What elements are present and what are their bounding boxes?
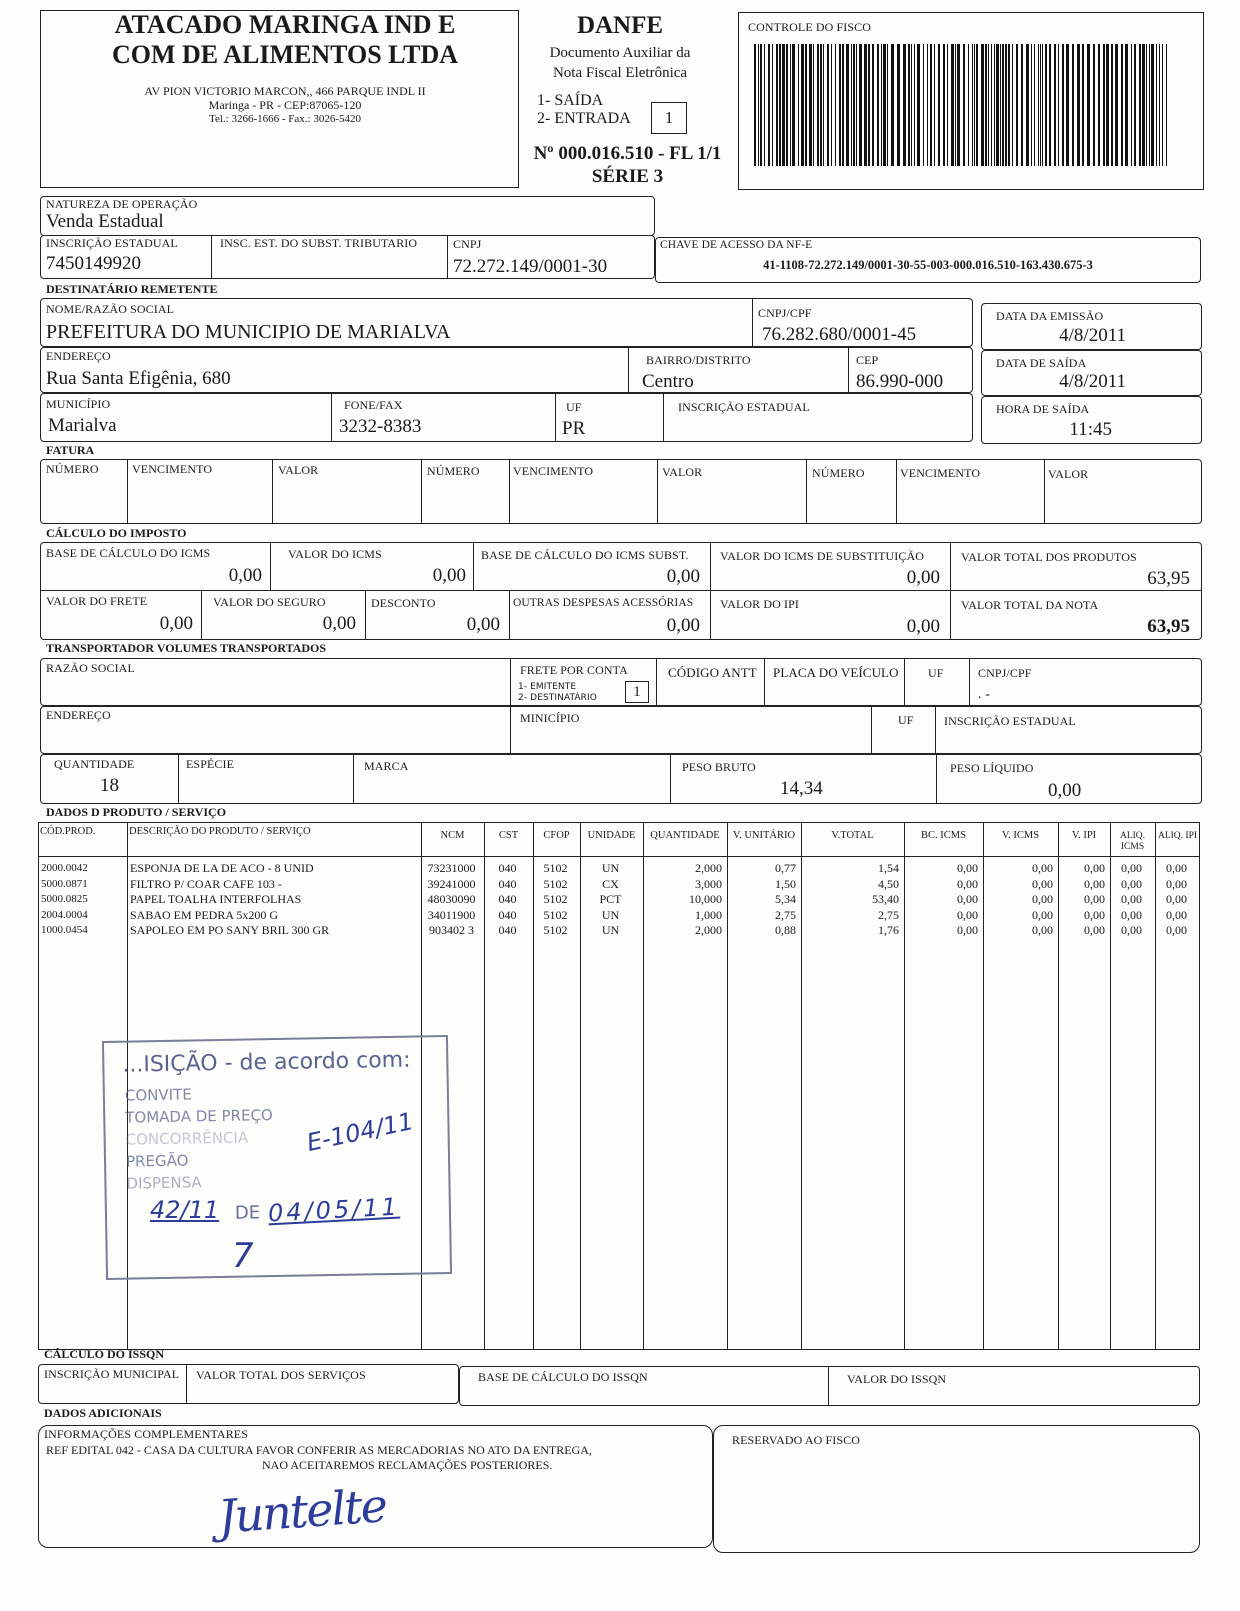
recipient-name-label: NOME/RAZÃO SOCIAL: [46, 302, 175, 316]
ipi-value: 0,00: [906, 616, 940, 637]
table-cell: 5,34: [775, 892, 796, 906]
recipient-cep-label: CEP: [856, 353, 879, 367]
table-cell: 0,77: [775, 861, 796, 875]
recipient-ie-label: INSCRIÇÃO ESTADUAL: [678, 400, 810, 414]
invoice-due-label-2: VENCIMENTO: [513, 464, 594, 478]
table-cell: PAPEL TOALHA INTERFOLHAS: [130, 892, 302, 906]
table-cell: 5102: [543, 876, 568, 891]
issuer-name-line2: COM DE ALIMENTOS LTDA: [111, 40, 459, 69]
transport-address-label: ENDEREÇO: [46, 708, 111, 722]
other-expenses-label: OUTRAS DESPESAS ACESSÓRIAS: [513, 597, 694, 609]
invoice-value-label-3: VALOR: [1048, 467, 1089, 481]
cnpj-value: 72.272.149/0001-30: [453, 256, 608, 277]
column-header: BC. ICMS: [921, 830, 966, 841]
invoice-due-label-1: VENCIMENTO: [132, 462, 213, 476]
volume-species-label: ESPÉCIE: [186, 757, 235, 771]
recipient-district-label: BAIRRO/DISTRITO: [646, 353, 751, 367]
table-cell: 1,50: [775, 876, 796, 891]
municipal-reg-label: INSCRIÇÃO MUNICIPAL: [44, 1367, 180, 1381]
table-cell: 0,00: [957, 923, 978, 937]
table-cell: 2004.0004: [41, 908, 88, 921]
other-expenses-value: 0,00: [666, 615, 700, 636]
complementary-info-label: INFORMAÇÕES COMPLEMENTARES: [44, 1427, 248, 1441]
table-cell: UN: [601, 923, 620, 937]
table-cell: 3,000: [695, 876, 722, 891]
products-section-title: DADOS D PRODUTO / SERVIÇO: [46, 805, 227, 819]
recipient-city-value: Marialva: [48, 415, 117, 436]
transport-section-title: TRANSPORTADOR VOLUMES TRANSPORTADOS: [46, 641, 327, 655]
table-cell: 5000.0871: [41, 877, 88, 890]
table-cell: 0,88: [775, 923, 796, 937]
invoice-box: [40, 459, 1202, 524]
table-cell: SABAO EM PEDRA 5x200 G: [130, 907, 279, 922]
table-cell: 040: [498, 892, 517, 906]
table-cell: 0,00: [1166, 907, 1187, 922]
table-cell: 0,00: [1084, 923, 1105, 937]
table-cell: 34011900: [427, 907, 476, 922]
table-row: [0, 860, 1240, 876]
column-header: ALIQ. IPI: [1157, 831, 1198, 841]
divider: [656, 658, 657, 706]
recipient-district-value: Centro: [642, 371, 694, 392]
stamp-de-label: DE: [234, 1202, 261, 1224]
table-cell: 0,00: [1121, 923, 1142, 937]
base-st-value: 0,00: [666, 566, 700, 587]
table-cell: 0,00: [957, 861, 978, 875]
transport-uf-label: UF: [928, 666, 944, 680]
total-products-value: 63,95: [1147, 568, 1190, 589]
ie-value: 7450149920: [46, 253, 141, 274]
total-note-value: 63,95: [1147, 616, 1190, 637]
divider: [447, 235, 448, 279]
divider: [663, 393, 664, 442]
table-cell: 10,000: [689, 892, 722, 906]
total-products-label: VALOR TOTAL DOS PRODUTOS: [961, 550, 1137, 564]
base-st-label: BASE DE CÁLCULO DO ICMS SUBST.: [481, 548, 689, 562]
freight-by-label: FRETE POR CONTA: [520, 663, 628, 677]
net-weight-value: 0,00: [1048, 780, 1082, 801]
table-cell: 5102: [543, 892, 568, 906]
divider: [509, 459, 510, 524]
table-cell: 0,00: [1032, 861, 1053, 875]
entry-label: 2- ENTRADA: [537, 110, 631, 127]
table-cell: UN: [601, 861, 620, 875]
icms-label: VALOR DO ICMS: [288, 547, 382, 561]
base-icms-label: BASE DE CÁLCULO DO ICMS: [46, 546, 211, 560]
issuer-phone: Tel.: 3266-1666 - Fax.: 3026-5420: [209, 113, 361, 125]
divider: [353, 754, 354, 804]
invoice-number-label-2: NÚMERO: [427, 464, 480, 478]
handwritten-mark: 7: [232, 1236, 254, 1276]
table-cell: 1000.0454: [41, 924, 88, 936]
ie-label: INSCRIÇÃO ESTADUAL: [46, 236, 178, 250]
recipient-phone-value: 3232-8383: [339, 416, 422, 437]
table-cell: 0,00: [1084, 861, 1105, 875]
column-header: V. ICMS: [1001, 830, 1040, 841]
divider: [365, 590, 366, 640]
fisco-control-label: CONTROLE DO FISCO: [748, 20, 872, 34]
gross-weight-label: PESO BRUTO: [682, 760, 756, 774]
divider: [1044, 459, 1045, 524]
divider: [935, 706, 936, 754]
table-cell: 0,00: [1121, 861, 1142, 875]
access-key-label: CHAVE DE ACESSO DA NF-E: [660, 239, 813, 251]
base-icms-value: 0,00: [228, 565, 262, 586]
exit-time-value: 11:45: [1069, 419, 1112, 440]
danfe-subtitle-1: Documento Auxiliar da: [549, 45, 691, 61]
danfe-operation-type: [537, 92, 631, 128]
transport-uf2-label: UF: [898, 713, 914, 727]
table-cell: 0,00: [1032, 907, 1053, 922]
freight-option-2: 2- DESTINATÁRIO: [518, 693, 597, 703]
exit-time-label: HORA DE SAÍDA: [996, 402, 1090, 416]
recipient-address-label: ENDEREÇO: [46, 349, 111, 363]
handwritten-number: 42/11: [150, 1196, 220, 1224]
divider: [848, 347, 849, 393]
invoice-section-title: FATURA: [46, 443, 95, 457]
cnpj-label: CNPJ: [453, 237, 482, 251]
transport-ie-label: INSCRIÇÃO ESTADUAL: [944, 714, 1076, 728]
operation-type-value: 1: [651, 102, 687, 134]
recipient-cnpj-label: CNPJ/CPF: [758, 306, 812, 320]
table-cell: 2,000: [695, 861, 722, 875]
danfe-title: DANFE: [576, 12, 664, 39]
transport-cnpj-value: . -: [978, 687, 990, 702]
insurance-value: 0,00: [322, 613, 356, 634]
freight-label: VALOR DO FRETE: [46, 594, 148, 608]
discount-value: 0,00: [466, 614, 500, 635]
table-cell: 0,00: [957, 876, 978, 891]
gross-weight-value: 14,34: [780, 778, 823, 799]
issuer-city: Maringa - PR - CEP:87065-120: [208, 98, 362, 112]
invoice-number-label-3: NÚMERO: [812, 466, 865, 480]
table-cell: 0,00: [957, 892, 978, 906]
divider: [806, 459, 807, 524]
nf-number: Nº 000.016.510 - FL 1/1: [533, 143, 722, 164]
column-header: DESCRIÇÃO DO PRODUTO / SERVIÇO: [129, 826, 311, 837]
recipient-address-value: Rua Santa Efigênia, 680: [46, 368, 231, 389]
table-cell: 2,75: [878, 907, 899, 922]
table-cell: 0,00: [1084, 892, 1105, 906]
issuer-name: [60, 10, 510, 70]
stamp-line1: ...ISIÇÃO - de acordo com:: [122, 1047, 411, 1078]
table-cell: SAPOLEO EM PO SANY BRIL 300 GR: [130, 923, 330, 937]
table-row: [0, 891, 1240, 907]
nf-number-block: [515, 142, 740, 188]
total-note-label: VALOR TOTAL DA NOTA: [961, 598, 1099, 612]
divider: [473, 542, 474, 590]
issuer-name-line1: ATACADO MARINGA IND E: [114, 10, 456, 39]
divider: [38, 856, 1200, 857]
ie-st-label: INSC. EST. DO SUBST. TRIBUTARIO: [220, 236, 418, 250]
issqn-section-title: CÁLCULO DO ISSQN: [44, 1347, 165, 1361]
insurance-label: VALOR DO SEGURO: [213, 595, 326, 609]
table-cell: 48030090: [427, 892, 476, 906]
transport-cnpj-label: CNPJ/CPF: [978, 666, 1032, 680]
recipient-box-3: [40, 393, 973, 442]
table-cell: 2,000: [695, 923, 722, 937]
divider: [764, 658, 765, 706]
icms-st-label: VALOR DO ICMS DE SUBSTITUIÇÃO: [720, 549, 925, 563]
table-cell: 1,54: [878, 861, 899, 875]
signature: Juntelte: [216, 1478, 388, 1544]
recipient-name-value: PREFEITURA DO MUNICIPIO DE MARIALVA: [46, 321, 451, 343]
stamp-line5: PREGÃO: [125, 1151, 189, 1171]
purchase-stamp: [102, 1035, 452, 1280]
divider: [421, 459, 422, 524]
emission-date-label: DATA DA EMISSÃO: [996, 309, 1104, 323]
freight-by-value: 1: [625, 681, 649, 703]
recipient-cep-value: 86.990-000: [856, 371, 944, 392]
additional-section-title: DADOS ADICIONAIS: [44, 1406, 162, 1420]
issqn-value-label: VALOR DO ISSQN: [847, 1372, 947, 1386]
table-cell: CX: [602, 876, 619, 891]
divider: [969, 658, 970, 706]
divider: [950, 542, 951, 640]
column-header: UNIDADE: [587, 830, 636, 841]
column-header: QUANTIDADE: [650, 830, 720, 841]
invoice-value-label-1: VALOR: [278, 463, 319, 477]
column-header: CST: [498, 830, 519, 841]
table-cell: 0,00: [1166, 861, 1187, 875]
table-cell: 2000.0042: [41, 862, 88, 874]
table-cell: 0,00: [1121, 907, 1142, 922]
table-cell: 0,00: [1121, 892, 1142, 906]
column-header: V. IPI: [1071, 830, 1097, 841]
danfe-subtitle: [515, 43, 725, 83]
column-header: V.TOTAL: [831, 830, 874, 841]
discount-label: DESCONTO: [371, 596, 436, 610]
volume-brand-label: MARCA: [364, 759, 409, 773]
table-cell: 0,00: [1084, 907, 1105, 922]
table-cell: 0,00: [1166, 892, 1187, 906]
access-key-value: 41-1108-72.272.149/0001-30-55-003-000.016.510-163.430.675-3: [763, 258, 1093, 272]
invoice-value-label-2: VALOR: [662, 465, 703, 479]
table-cell: 53,40: [872, 892, 899, 906]
table-cell: 040: [498, 907, 517, 922]
divider: [40, 590, 1202, 591]
handwritten-date: 04/05/11: [267, 1192, 401, 1228]
exit-date-value: 4/8/2011: [1059, 371, 1126, 392]
divider: [752, 298, 753, 347]
table-cell: 4,50: [878, 876, 899, 891]
nf-series: SÉRIE 3: [591, 166, 664, 187]
ipi-label: VALOR DO IPI: [720, 597, 799, 611]
divider: [331, 393, 332, 442]
plate-label: PLACA DO VEÍCULO: [773, 665, 899, 680]
table-row: [0, 907, 1240, 923]
table-cell: 0,00: [1084, 876, 1105, 891]
table-cell: 5102: [543, 907, 568, 922]
table-row: [0, 922, 1240, 938]
column-header: NCM: [440, 830, 465, 841]
table-cell: 0,00: [1121, 876, 1142, 891]
fisco-reserved-label: RESERVADO AO FISCO: [732, 1433, 860, 1447]
divider: [871, 706, 872, 754]
table-cell: 0,00: [1166, 876, 1187, 891]
barcode: [754, 44, 1170, 166]
invoice-due-label-3: VENCIMENTO: [900, 466, 981, 480]
recipient-uf-value: PR: [562, 418, 586, 439]
freight-value: 0,00: [159, 613, 193, 634]
invoice-number-label-1: NÚMERO: [46, 462, 99, 476]
divider: [510, 706, 511, 754]
stamp-line3: TOMADA DE PREÇO: [125, 1106, 273, 1127]
table-cell: 1,76: [878, 923, 899, 937]
tax-section-title: CÁLCULO DO IMPOSTO: [46, 526, 187, 540]
freight-option-1: 1- EMITENTE: [518, 682, 577, 692]
exit-date-label: DATA DE SAÍDA: [996, 356, 1087, 370]
services-total-label: VALOR TOTAL DOS SERVIÇOS: [196, 1368, 366, 1382]
issqn-base-label: BASE DE CÁLCULO DO ISSQN: [478, 1370, 648, 1384]
handwritten-code: E-104/11: [304, 1107, 416, 1157]
column-header: CFOP: [543, 830, 570, 841]
table-cell: UN: [601, 907, 620, 922]
table-cell: 0,00: [1032, 892, 1053, 906]
table-cell: 0,00: [1166, 923, 1187, 937]
table-cell: 1,000: [695, 907, 722, 922]
table-cell: 0,00: [957, 907, 978, 922]
recipient-section-title: DESTINATÁRIO REMETENTE: [46, 282, 218, 296]
table-cell: FILTRO P/ COAR CAFE 103 -: [130, 876, 282, 891]
stamp-line6: DISPENSA: [126, 1173, 202, 1193]
danfe-subtitle-2: Nota Fiscal Eletrônica: [552, 65, 688, 81]
exit-label: 1- SAÍDA: [537, 92, 604, 109]
stamp-line2: CONVITE: [124, 1085, 192, 1105]
table-cell: 903402 3: [429, 923, 474, 937]
nature-label: NATUREZA DE OPERAÇÃO: [46, 197, 198, 211]
divider: [896, 459, 897, 524]
divider: [272, 459, 273, 524]
table-cell: 5102: [543, 923, 568, 937]
divider: [509, 590, 510, 640]
table-cell: 5000.0825: [41, 893, 88, 905]
divider: [270, 542, 271, 590]
table-cell: 73231000: [427, 861, 476, 875]
issuer-address-block: [60, 84, 510, 126]
nature-value: Venda Estadual: [46, 211, 164, 232]
divider: [657, 459, 658, 524]
issuer-address: AV PION VICTORIO MARCON,, 466 PARQUE INDL II: [144, 84, 426, 98]
table-cell: PCT: [599, 892, 622, 906]
carrier-name-label: RAZÃO SOCIAL: [46, 661, 135, 675]
icms-st-value: 0,00: [906, 567, 940, 588]
divider: [936, 754, 937, 804]
divider: [178, 754, 179, 804]
divider: [127, 459, 128, 524]
divider: [555, 393, 556, 442]
divider: [510, 658, 511, 706]
stamp-line4: CONCORRÊNCIA: [125, 1128, 249, 1149]
complementary-info-line2: NAO ACEITAREMOS RECLAMAÇÕES POSTERIORES.: [262, 1458, 553, 1472]
table-cell: 0,00: [1032, 876, 1053, 891]
recipient-uf-label: UF: [566, 400, 582, 414]
table-cell: 040: [498, 876, 517, 891]
table-cell: 0,00: [1032, 923, 1053, 937]
divider: [201, 590, 202, 640]
table-row: [0, 876, 1240, 892]
divider: [211, 235, 212, 279]
table-cell: 5102: [543, 861, 568, 875]
net-weight-label: PESO LÍQUIDO: [950, 761, 1034, 775]
column-header: CÓD.PROD.: [40, 826, 96, 837]
volume-qty-value: 18: [100, 775, 119, 796]
table-cell: ESPONJA DE LA DE ACO - 8 UNID: [130, 861, 314, 875]
divider: [710, 542, 711, 640]
complementary-info-line1: REF EDITAL 042 - CASA DA CULTURA FAVOR CONFERIR AS MERCADORIAS NO ATO DA ENTREGA,: [46, 1443, 592, 1457]
divider: [904, 658, 905, 706]
emission-date-value: 4/8/2011: [1059, 325, 1126, 346]
divider: [186, 1364, 187, 1404]
recipient-phone-label: FONE/FAX: [344, 398, 403, 412]
divider: [628, 347, 629, 393]
icms-value: 0,00: [432, 565, 466, 586]
recipient-cnpj-value: 76.282.680/0001-45: [762, 324, 917, 345]
volume-qty-label: QUANTIDADE: [54, 757, 135, 771]
antt-label: CÓDIGO ANTT: [668, 665, 757, 680]
transport-city-label: MINICÍPIO: [520, 711, 580, 725]
column-header: V. UNITÁRIO: [732, 830, 796, 841]
recipient-city-label: MUNICÍPIO: [46, 397, 111, 411]
table-cell: 040: [498, 861, 517, 875]
table-cell: 39241000: [427, 876, 476, 891]
divider: [670, 754, 671, 804]
table-cell: 040: [498, 923, 517, 937]
column-header: ALIQ. ICMS: [1119, 831, 1146, 852]
divider: [828, 1366, 829, 1406]
table-cell: 2,75: [775, 907, 796, 922]
